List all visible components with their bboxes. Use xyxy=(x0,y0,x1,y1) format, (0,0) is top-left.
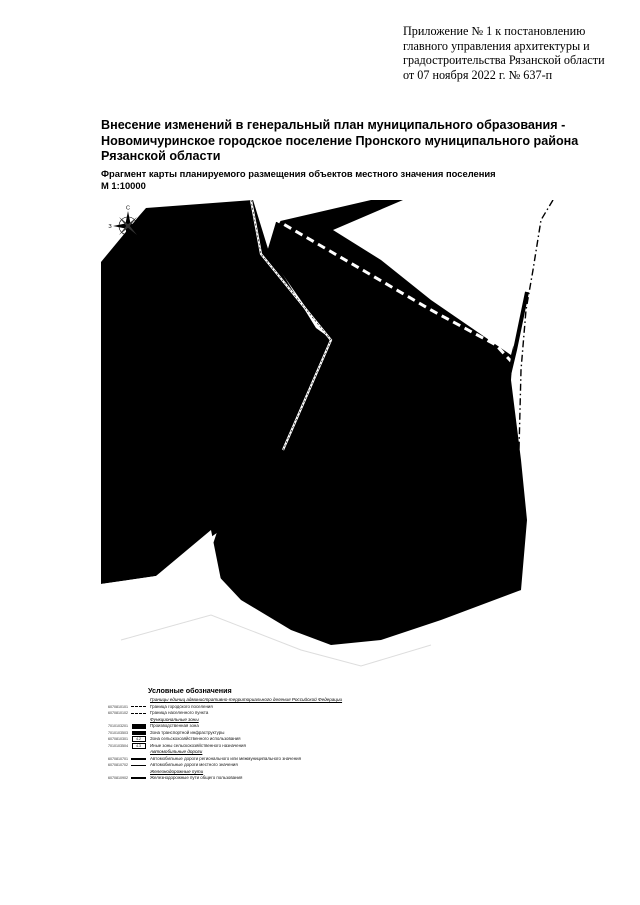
appendix-line: Приложение № 1 к постановлению xyxy=(403,24,586,38)
legend-code: 7010103201 xyxy=(108,724,128,729)
plan-map xyxy=(101,200,557,670)
legend-category: Функциональные зоны xyxy=(150,716,199,722)
legend-symbol xyxy=(131,763,146,768)
subtitle-line: Фрагмент карты планируемого размещения объектов местного значения поселения xyxy=(101,168,496,179)
legend-symbol xyxy=(131,737,146,742)
legend-label: Зона сельскохозяйственного использования xyxy=(150,736,241,742)
legend-symbol-mark: 4.3 xyxy=(132,743,146,749)
legend-label: Граница населенного пункта xyxy=(150,710,209,716)
legend-label: Зона транспортной инфраструктуры xyxy=(150,729,225,735)
legend-symbol xyxy=(131,743,146,748)
legend-symbol-mark: 4.2 xyxy=(132,736,146,742)
legend-code: 6070810301 xyxy=(108,737,128,742)
legend-category: Железнодорожные пути xyxy=(150,768,204,774)
legend-code: 6070810701 xyxy=(108,756,128,761)
compass-rose xyxy=(108,204,148,248)
legend-symbol-mark xyxy=(131,713,146,714)
legend-label: Граница городского поселения xyxy=(150,703,213,709)
legend-label: Автомобильные дороги регионального или межмуниципального значения xyxy=(150,755,301,761)
appendix-line: градостроительства Рязанской области xyxy=(403,53,605,68)
legend-symbol xyxy=(131,776,146,781)
appendix-line: от 07 ноября 2022 г. № 637-п xyxy=(403,67,553,82)
compass-west: З xyxy=(108,224,112,230)
title-line: Новомичуринское городское поселение Пронского муниципального района xyxy=(101,133,579,148)
legend-code: 6070810101 xyxy=(108,704,128,709)
compass-south: Ю xyxy=(125,243,131,248)
legend-symbol xyxy=(131,711,146,716)
compass-north: С xyxy=(126,205,130,212)
legend-symbol-mark xyxy=(131,765,146,766)
legend-heading: Условные обозначения xyxy=(148,686,232,695)
legend-code: 6070810902 xyxy=(108,776,128,781)
legend-code: 7010103504 xyxy=(108,743,128,748)
legend-label: Автомобильные дороги местного значения xyxy=(150,762,238,768)
legend-symbol xyxy=(131,724,146,729)
legend-symbol xyxy=(131,756,146,761)
legend-category: Границы единиц административно-территориального деления Российской Федерации xyxy=(150,697,343,703)
map-scale: М 1:10000 xyxy=(101,180,146,191)
legend-item xyxy=(100,775,400,782)
legend-label: Железнодорожные пути общего пользования xyxy=(150,775,243,781)
legend-rows xyxy=(100,697,400,782)
legend-label: Иные зоны сельскохозяйственного назначения xyxy=(150,742,246,748)
legend-symbol-mark xyxy=(132,731,146,736)
appendix-note xyxy=(403,24,638,82)
legend-symbol-mark xyxy=(131,777,146,779)
legend-code: 6070810102 xyxy=(108,711,128,716)
legend-symbol xyxy=(131,730,146,735)
document-title xyxy=(101,118,621,165)
legend-code: 7010103503 xyxy=(108,730,128,735)
legend-symbol xyxy=(131,704,146,709)
map-subtitle xyxy=(101,168,621,192)
compass-east: В xyxy=(144,224,148,230)
title-line: Рязанской области xyxy=(101,149,221,163)
legend-code: 6070810702 xyxy=(108,763,128,768)
legend-symbol-mark xyxy=(131,758,146,760)
title-line: Внесение изменений в генеральный план муниципального образования - xyxy=(101,118,566,132)
legend-label: Производственная зона xyxy=(150,723,199,729)
legend-symbol-mark xyxy=(131,706,146,707)
legend-symbol-mark xyxy=(132,724,146,729)
legend-category: Автомобильные дороги xyxy=(150,749,203,755)
map-legend xyxy=(100,688,400,782)
appendix-line: главного управления архитектуры и xyxy=(403,38,590,53)
